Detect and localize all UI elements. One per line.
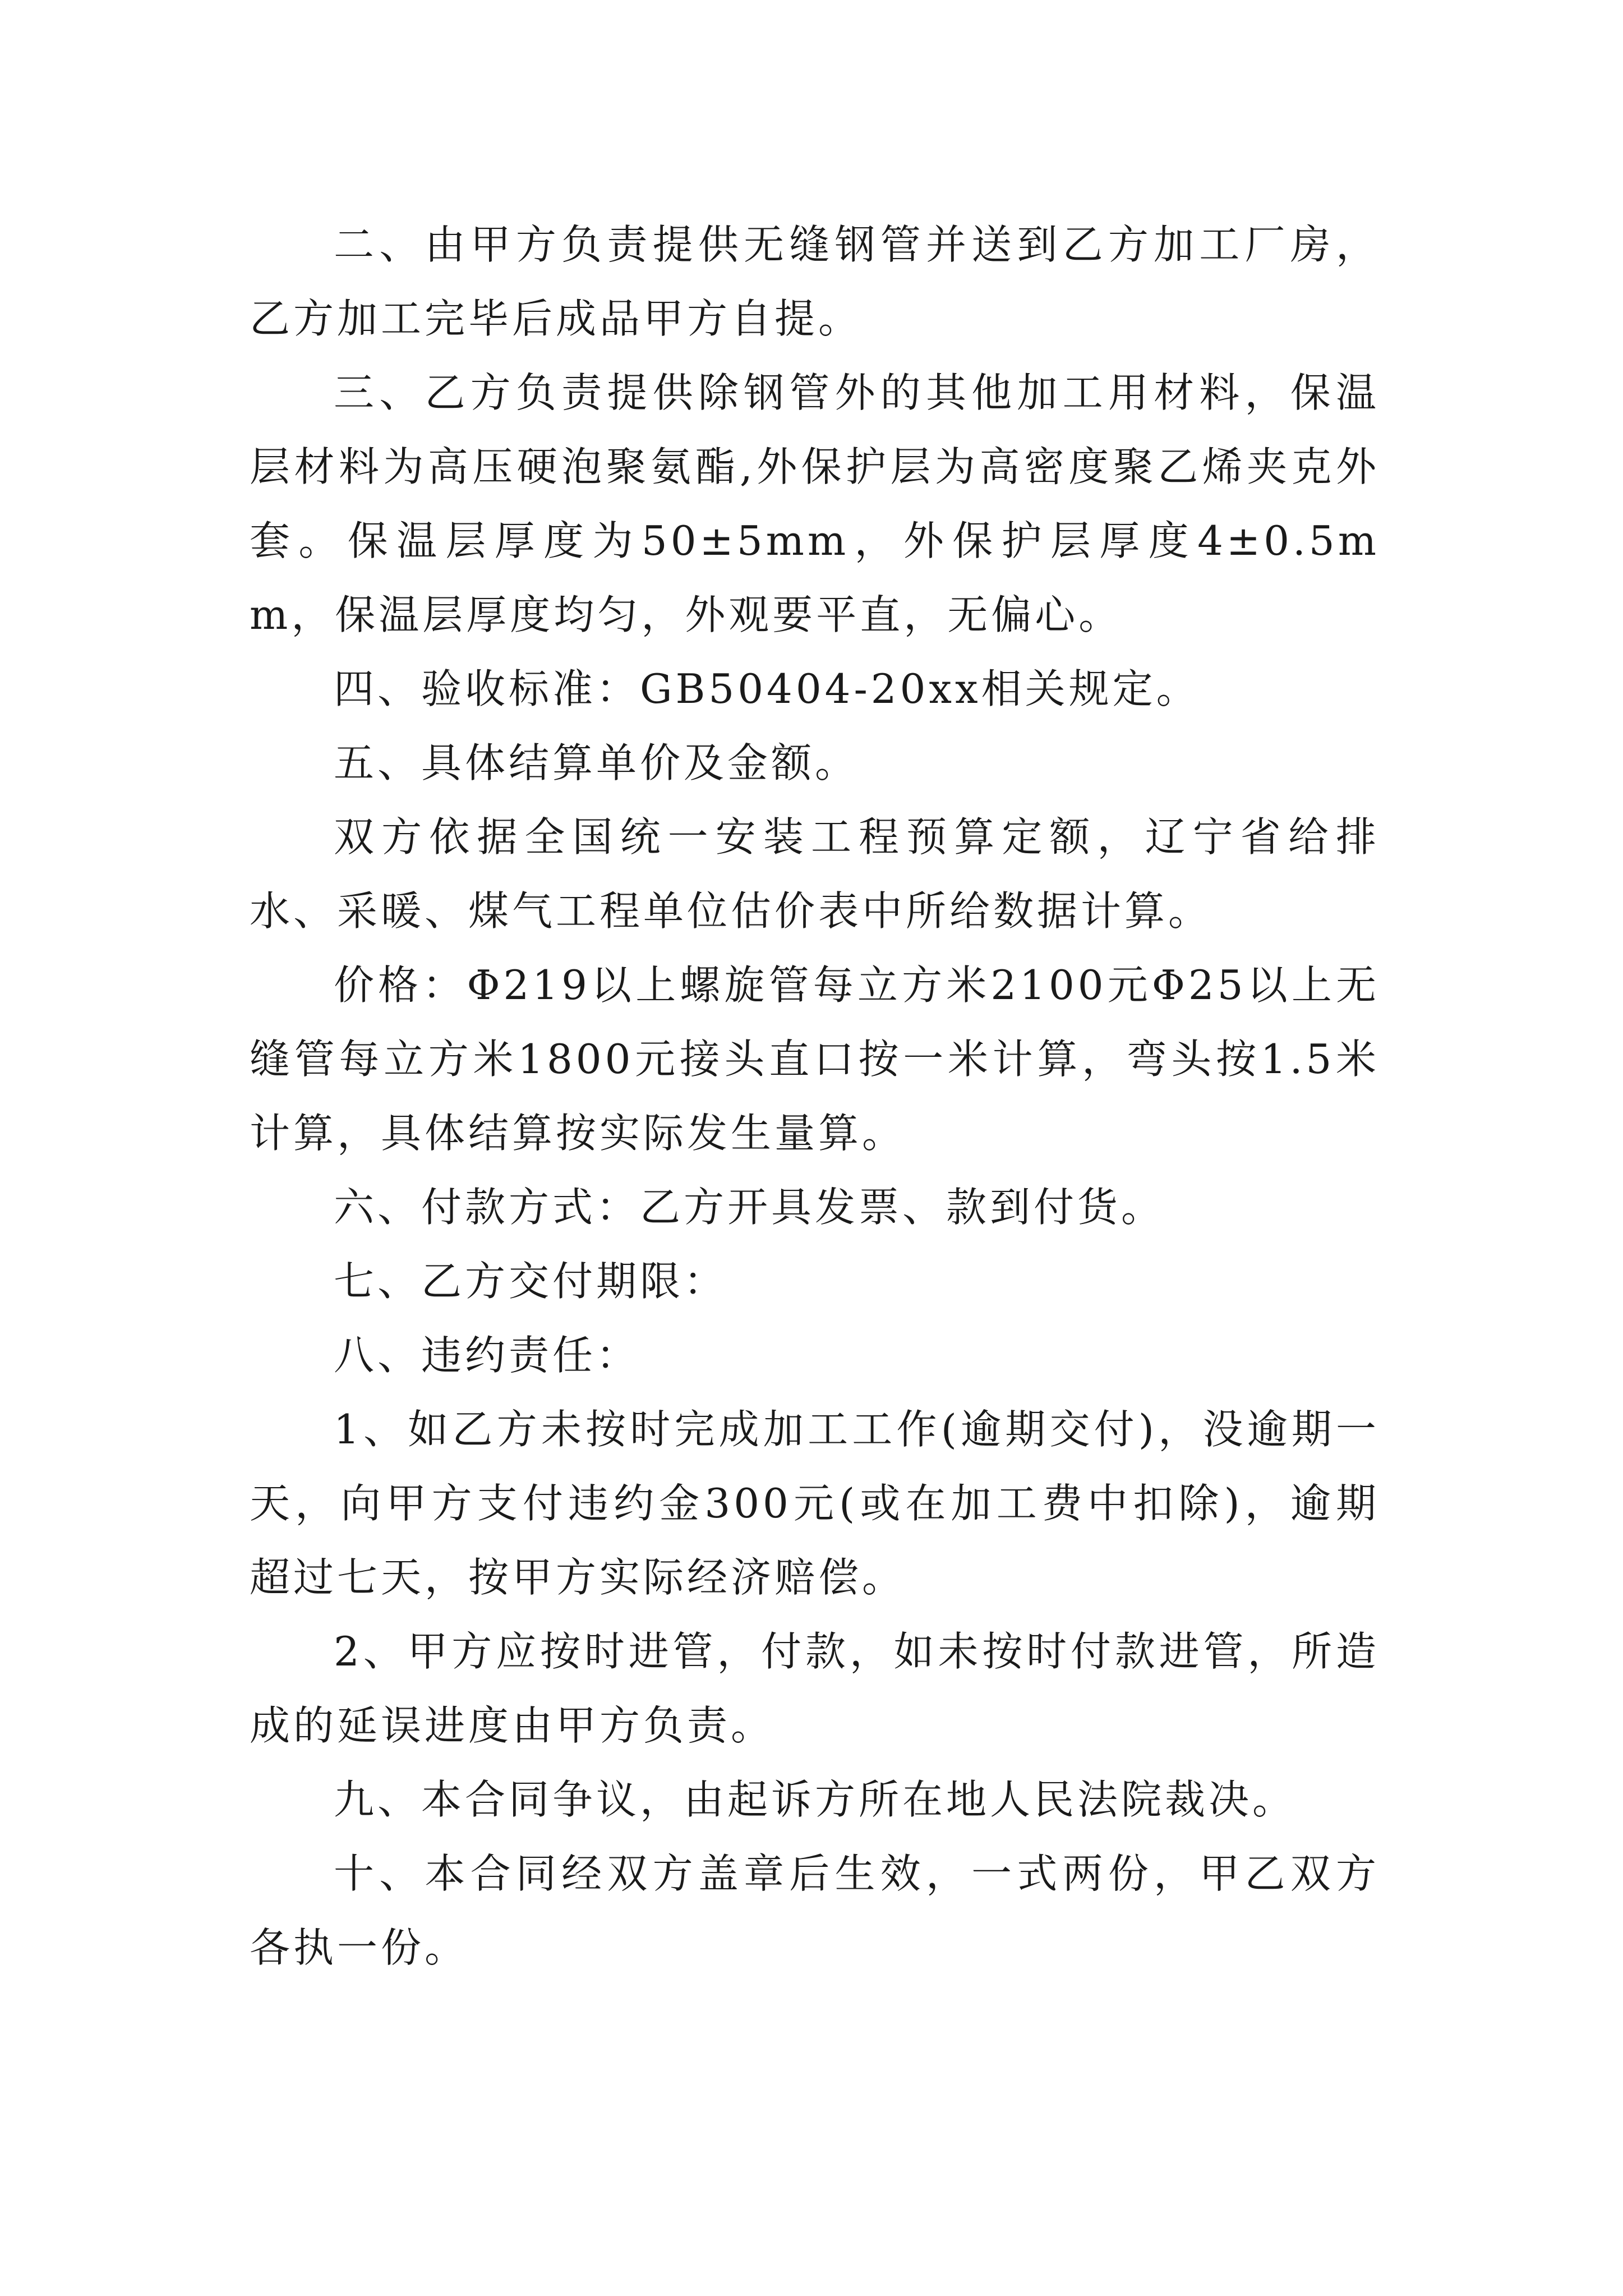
liability-item-2-paragraph: 2、甲方应按时进管，付款，如未按时付款进管，所造成的延误进度由甲方负责。 bbox=[250, 1628, 1380, 1749]
liability-item-1-paragraph: 1、如乙方未按时完成加工工作(逾期交付)，没逾期一天，向甲方支付违约金300元(或在加工费中扣除)，逾期超过七天，按甲方实际经济赔偿。 bbox=[250, 1406, 1380, 1601]
document-body bbox=[250, 208, 1380, 1985]
clause-5-paragraph: 五、具体结算单价及金额。 bbox=[334, 739, 859, 786]
clause-2-paragraph: 二、由甲方负责提供无缝钢管并送到乙方加工厂房，乙方加工完毕后成品甲方自提。 bbox=[250, 221, 1380, 342]
clause-7-paragraph: 七、乙方交付期限： bbox=[334, 1258, 728, 1305]
clause-6-paragraph: 六、付款方式：乙方开具发票、款到付货。 bbox=[334, 1184, 1165, 1231]
clause-9-paragraph: 九、本合同争议，由起诉方所在地人民法院裁决。 bbox=[334, 1776, 1297, 1823]
clause-10-paragraph: 十、本合同经双方盖章后生效，一式两份，甲乙双方各执一份。 bbox=[250, 1850, 1380, 1971]
clause-4-paragraph: 四、验收标准：GB50404-20xx相关规定。 bbox=[334, 665, 1200, 712]
price-paragraph: 价格：Φ219以上螺旋管每立方米2100元Φ25以上无缝管每立方米1800元接头直口按一米计算，弯头按1.5米计算，具体结算按实际发生量算。 bbox=[250, 961, 1380, 1157]
calculation-basis-paragraph: 双方依据全国统一安装工程预算定额，辽宁省给排水、采暖、煤气工程单位估价表中所给数据计算。 bbox=[250, 813, 1380, 935]
clause-8-paragraph: 八、违约责任： bbox=[334, 1332, 640, 1379]
clause-3-paragraph: 三、乙方负责提供除钢管外的其他加工用材料，保温层材料为高压硬泡聚氨酯,外保护层为高密度聚乙烯夹克外套。保温层厚度为50±5mm，外保护层厚度4±0.5mm，保温层厚度均匀，外观要平直，无偏心。 bbox=[250, 369, 1380, 638]
